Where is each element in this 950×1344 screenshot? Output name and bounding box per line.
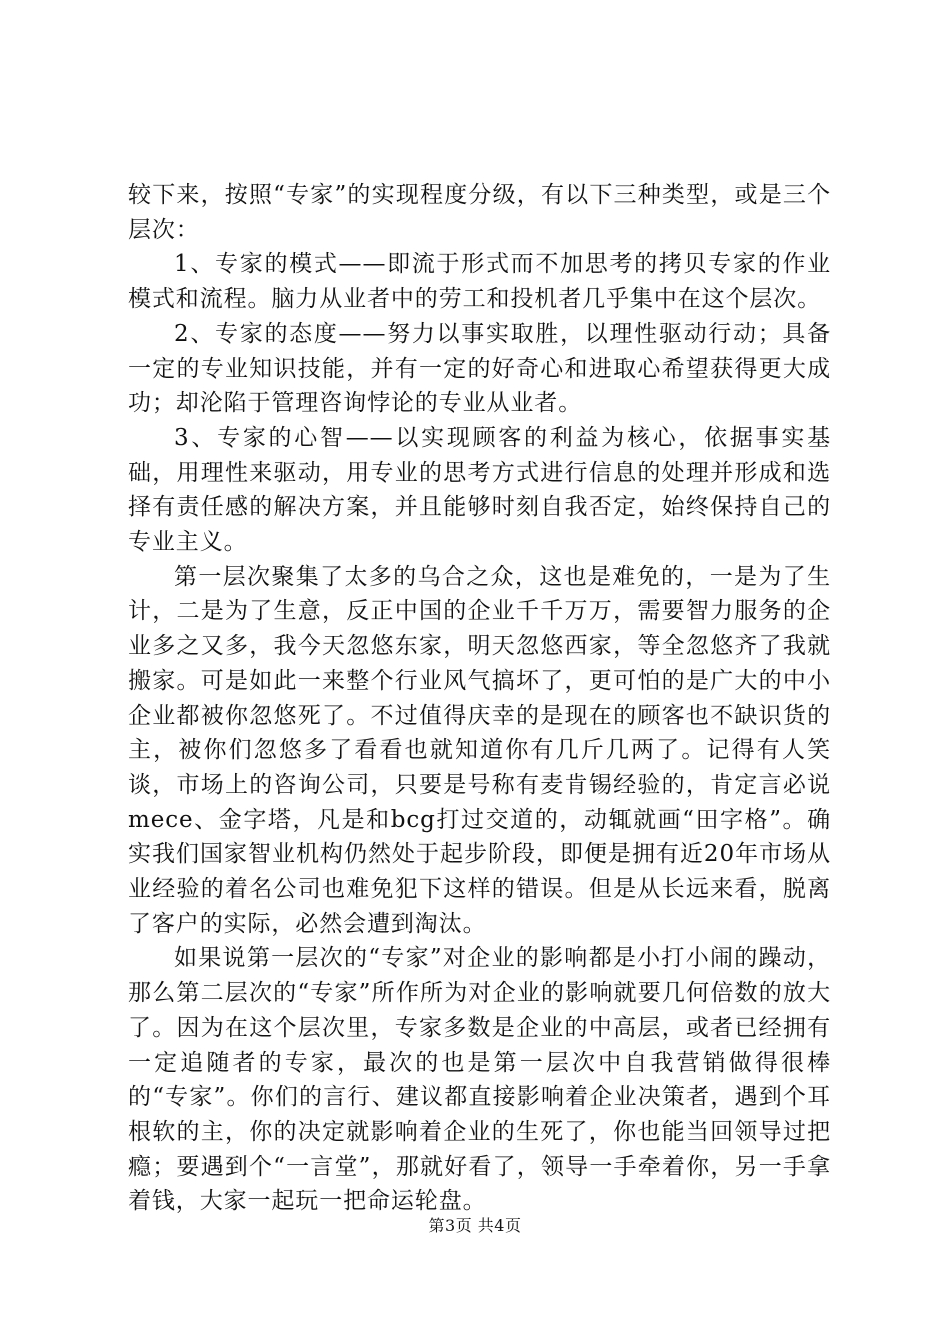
paragraph-continuation: 较下来，按照“专家”的实现程度分级，有以下三种类型，或是三个层次： [128, 182, 831, 243]
document-body [128, 178, 831, 1219]
paragraph-level-3: 3、专家的心智——以实现顾客的利益为核心，依据事实基础，用理性来驱动，用专业的思考方式进行信息的处理并形成和选择有责任感的解决方案，并且能够时刻自我否定，始终保持自己的专业主义。 [128, 424, 831, 556]
paragraph-second-level-analysis: 如果说第一层次的“专家”对企业的影响都是小打小闹的躁动，那么第二层次的“专家”所作所为对企业的影响就要几何倍数的放大了。因为在这个层次里，专家多数是企业的中高层，或者已经拥有一定追随者的专家，最次的也是第一层次中自我营销做得很棒的“专家”。你们的言行、建议都直接影响着企业决策者，遇到个耳根软的主，你的决定就影响着企业的生死了，你也能当回领导过把瘾；要遇到个“一言堂”，那就好看了，领导一手牵着你，另一手拿着钱，大家一起玩一把命运轮盘。 [128, 945, 831, 1215]
paragraph-first-level-analysis: 第一层次聚集了太多的乌合之众，这也是难免的，一是为了生计，二是为了生意，反正中国的企业千千万万，需要智力服务的企业多之又多，我今天忽悠东家，明天忽悠西家，等全忽悠齐了我就搬家。可是如此一来整个行业风气搞坏了，更可怕的是广大的中小企业都被你忽悠死了。不过值得庆幸的是现在的顾客也不缺识货的主，被你们忽悠多了看看也就知道你有几斤几两了。记得有人笑谈，市场上的咨询公司，只要是号称有麦肯锡经验的，肯定言必说mece、金字塔，凡是和bcg打过交道的，动辄就画“田字格”。确实我们国家智业机构仍然处于起步阶段，即便是拥有近20年市场从业经验的着名公司也难免犯下这样的错误。但是从长远来看，脱离了客户的实际，必然会遭到淘汰。 [128, 563, 831, 937]
page-number-footer: 第3页 共4页 [428, 1216, 522, 1235]
paragraph-level-2: 2、专家的态度——努力以事实取胜，以理性驱动行动；具备一定的专业知识技能，并有一定的好奇心和进取心希望获得更大成功；却沦陷于管理咨询悖论的专业从业者。 [128, 320, 831, 417]
paragraph-level-1: 1、专家的模式——即流于形式而不加思考的拷贝专家的作业模式和流程。脑力从业者中的劳工和投机者几乎集中在这个层次。 [128, 251, 831, 313]
